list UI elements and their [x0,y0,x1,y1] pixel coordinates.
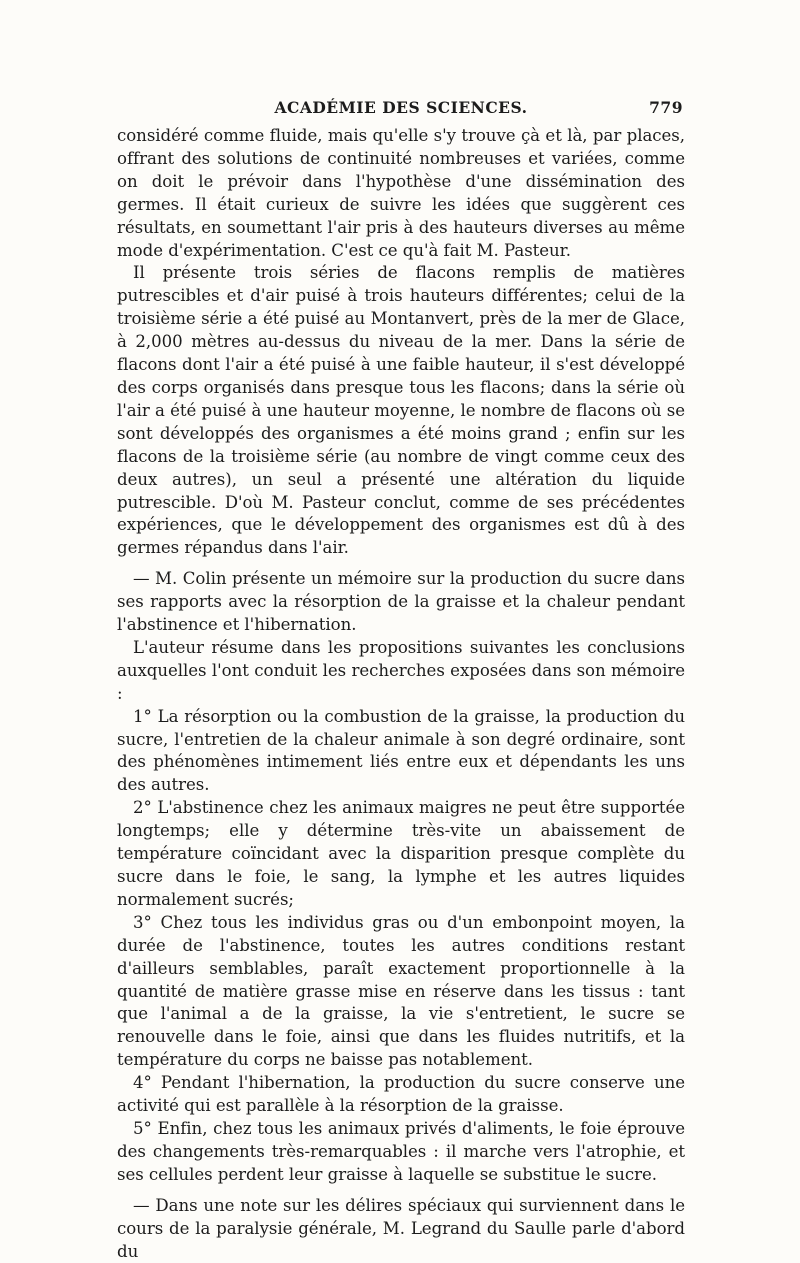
conclusion-item-3: 3° Chez tous les individus gras ou d'un embonpoint moyen, la durée de l'abstinence, toutes les autres conditions restant d'ailleurs semblables, paraît exactement proportionnelle à la quantité de matière grasse mise en réserve dans les tissus : tant que l'animal a de la graisse, la vie s'entretient, le sucre se renouvelle dans le foie, ainsi que dans les fluides nutritifs, et la température du corps ne baisse pas notablement. [117,912,685,1070]
paragraph-pasteur-flasks: Il présente trois séries de flacons remplis de matières putrescibles et d'air puisé à trois hauteurs différentes; celui de la troisième série a été puisé au Montanvert, près de la mer de Glace, à 2,000 mètres au-dessus du niveau de la mer. Dans la série de flacons dont l'air a été puisé à une faible hauteur, il s'est développé des corps organisés dans presque tous les flacons; dans la série où l'air a été puisé à une hauteur moyenne, le nombre de flacons où se sont développés des organismes a été moins grand ; enfin sur les flacons de la troisième série (au nombre de vingt comme ceux des deux autres), un seul a présenté une altération du liquide putrescible. D'où M. Pasteur conclut, comme de ses précédentes expériences, que le développement des organismes est dû à des germes répandus dans l'air. [117,263,685,558]
conclusion-item-1: 1° La résorption ou la combustion de la graisse, la production du sucre, l'entretien de la chaleur animale à son degré ordinaire, sont des phénomènes intimement liés entre eux et dépendants les uns des autres. [117,706,685,795]
paragraph-legrand-note: — Dans une note sur les délires spéciaux qui surviennent dans le cours de la paralysie générale, M. Legrand du Saulle parle d'abord du [117,1195,685,1261]
paragraph-colin-memoir: — M. Colin présente un mémoire sur la production du sucre dans ses rapports avec la résorption de la graisse et la chaleur pendant l'abstinence et l'hibernation. [117,569,685,635]
running-header [117,98,685,122]
body-text [117,125,685,1263]
conclusion-item-5: 5° Enfin, chez tous les animaux privés d'aliments, le foie éprouve des changements très-remarquables : il marche vers l'atrophie, et ses cellules perdent leur graisse à laquelle se substitue le sucre. [117,1118,685,1184]
page-number: 779 [649,98,683,117]
document-page [117,98,685,1263]
conclusion-item-2: 2° L'abstinence chez les animaux maigres ne peut être supportée longtemps; elle y détermine très-vite un abaissement de température coïncidant avec la disparition presque complète du sucre dans le foie, le sang, la lymphe et les autres liquides normalement sucrés; [117,798,685,909]
conclusion-item-4: 4° Pendant l'hibernation, la production du sucre conserve une activité qui est parallèle à la résorption de la graisse. [117,1073,685,1116]
paragraph-conclusions-intro: L'auteur résume dans les propositions suivantes les conclusions auxquelles l'ont conduit les recherches exposées dans son mémoire : [117,637,685,703]
page-title: ACADÉMIE DES SCIENCES. [274,98,528,117]
paragraph-continued: considéré comme fluide, mais qu'elle s'y trouve çà et là, par places, offrant des solutions de continuité nombreuses et variées, comme on doit le prévoir dans l'hypothèse d'une dissémination des germes. Il était curieux de suivre les idées que suggèrent ces résultats, en soumettant l'air pris à des hauteurs diverses au même mode d'expérimentation. C'est ce qu'à fait M. Pasteur. [117,126,685,260]
